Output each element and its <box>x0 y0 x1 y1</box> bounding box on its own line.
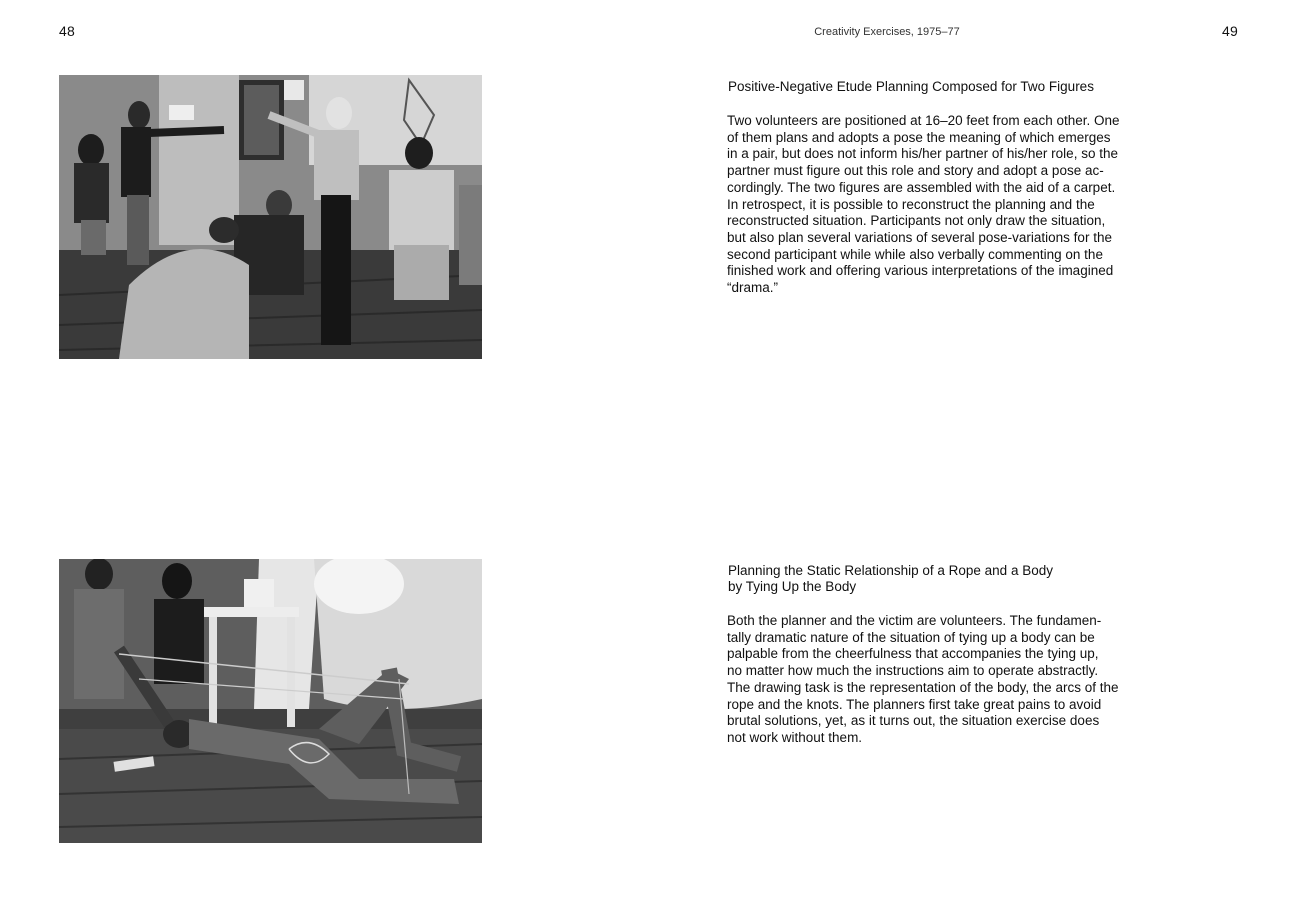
section-2-title-line-2: by Tying Up the Body <box>728 579 857 594</box>
photo-positive-negative-etude <box>59 75 482 359</box>
section-1-title-line: Positive-Negative Etude Planning Composed for Two Figures <box>728 79 1094 94</box>
left-page-number: 48 <box>59 23 75 39</box>
running-title: Creativity Exercises, 1975–77 <box>814 26 960 38</box>
section-1-title <box>728 79 1168 95</box>
photo-rope-and-body <box>59 559 482 843</box>
photo-positive-negative-etude-image <box>59 75 482 359</box>
section-1-body: Two volunteers are positioned at 16–20 feet from each other. One of them plans and adopts a pose the meaning of which emerges in a pair, but does not inform his/her partner of his/her role, so the partner must figure out this role and story and adopt a pose ac- cordingly. The two figures are assembled with the aid of a carpet. In retrospect, it is possible to reconstruct the planning and the reconstructed situation. Participants not only draw the situation, but also plan several variations of several pose-variations for the second participant while while also verbally commenting on the finished work and offering various interpretations of the imagined “drama.” <box>727 113 1120 296</box>
section-2-title-line-1: Planning the Static Relationship of a Rope and a Body <box>728 563 1053 578</box>
right-page-number: 49 <box>1222 23 1238 39</box>
section-2-title <box>728 563 1168 595</box>
photo-rope-and-body-image <box>59 559 482 843</box>
section-2-body: Both the planner and the victim are volunteers. The fundamen- tally dramatic nature of the situation of tying up a body can be palpable from the cheerfulness that accompanies the tying up, no matter how much the instructions aim to operate abstractly. The drawing task is the representation of the body, the arcs of the rope and the knots. The planners first take great pains to avoid brutal solutions, yet, as it turns out, the situation exercise does not work without them. <box>727 613 1119 745</box>
